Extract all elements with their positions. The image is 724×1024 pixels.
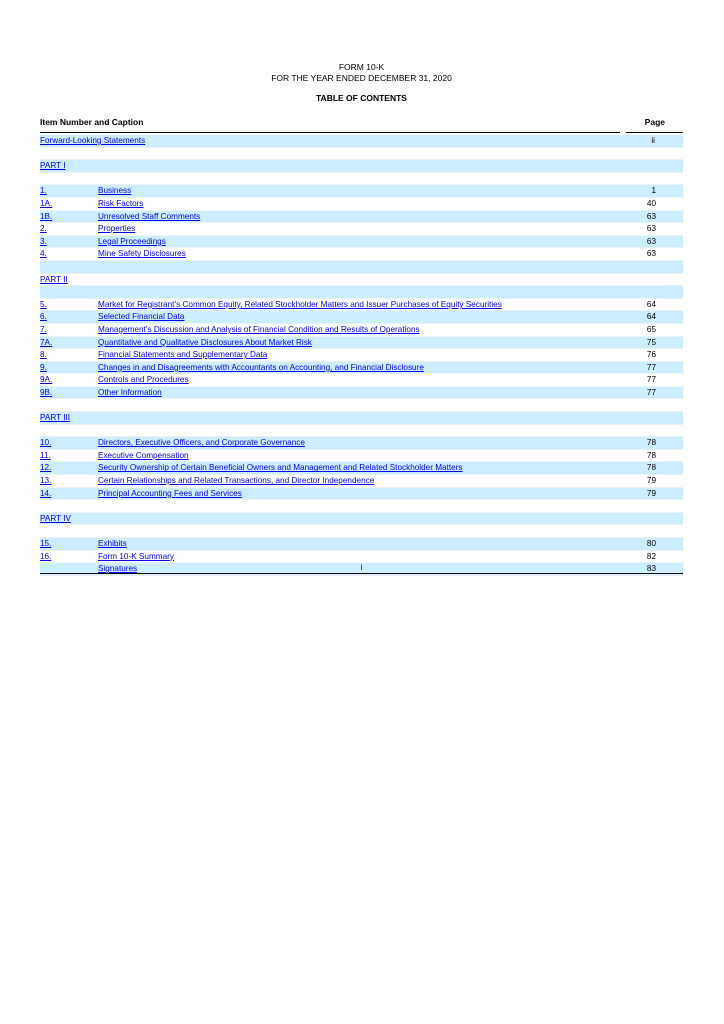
item-caption-link[interactable]: Changes in and Disagreements with Accountants on Accounting, and Financial Disclosure	[98, 362, 424, 372]
toc-page: 77	[646, 375, 656, 385]
item-number-link[interactable]: 1A.	[40, 198, 53, 208]
item-number-link[interactable]: 1.	[40, 186, 47, 196]
item-number-link[interactable]: 1B.	[40, 211, 53, 221]
toc-row	[40, 211, 683, 224]
page-column-header: Page	[644, 117, 665, 127]
spacer-row	[40, 525, 683, 538]
toc-table	[40, 135, 683, 576]
spacer-row	[40, 261, 683, 274]
toc-page: 63	[646, 236, 656, 246]
toc-page: 40	[646, 198, 656, 208]
item-number-link[interactable]: 8.	[40, 350, 47, 360]
spacer-row	[40, 286, 683, 299]
item-number-link[interactable]: 16.	[40, 551, 52, 561]
toc-page: 75	[646, 337, 656, 347]
toc-row	[40, 236, 683, 249]
toc-row	[40, 248, 683, 261]
toc-row	[40, 538, 683, 551]
column-header	[40, 117, 683, 131]
toc-row	[40, 362, 683, 375]
toc-row	[40, 299, 683, 312]
part-row	[40, 412, 683, 425]
spacer-row	[40, 425, 683, 438]
item-number-link[interactable]: 9B.	[40, 387, 53, 397]
toc-row	[40, 450, 683, 463]
item-caption-link[interactable]: Selected Financial Data	[98, 312, 185, 322]
spacer-row	[40, 500, 683, 513]
toc-page: 63	[646, 249, 656, 259]
item-caption-link[interactable]: Market for Registrant’s Common Equity, Related Stockholder Matters and Issuer Purchases of Equity Securities	[98, 299, 502, 309]
toc-page: 63	[646, 224, 656, 234]
toc-row-forward-looking	[40, 135, 683, 148]
item-caption-link[interactable]: Properties	[98, 224, 136, 234]
item-number-link[interactable]: 10.	[40, 438, 52, 448]
part-row	[40, 160, 683, 173]
header-rule-left	[40, 132, 620, 133]
part-row	[40, 513, 683, 526]
item-caption-link[interactable]: Unresolved Staff Comments	[98, 211, 201, 221]
item-caption-link[interactable]: Financial Statements and Supplementary Data	[98, 350, 268, 360]
toc-page: 65	[646, 324, 656, 334]
item-number-link[interactable]: 5.	[40, 299, 47, 309]
toc-row	[40, 311, 683, 324]
part-i-link[interactable]: PART I	[40, 161, 66, 171]
spacer-row	[40, 148, 683, 161]
item-caption-link[interactable]: Other Information	[98, 387, 162, 397]
forward-looking-link[interactable]: Forward-Looking Statements	[40, 136, 146, 145]
form-title: FORM 10-K	[338, 62, 385, 72]
toc-page: 79	[646, 488, 656, 498]
toc-row	[40, 324, 683, 337]
toc-row	[40, 223, 683, 236]
part-row	[40, 274, 683, 287]
spacer-row	[40, 399, 683, 412]
item-number-link[interactable]: 15.	[40, 539, 52, 548]
part-iv-link[interactable]: PART IV	[40, 513, 71, 523]
toc-row	[40, 475, 683, 488]
item-number-link[interactable]: 9.	[40, 362, 47, 372]
toc-row	[40, 185, 683, 198]
item-number-link[interactable]: 7.	[40, 324, 47, 334]
item-caption-link[interactable]: Form 10-K Summary	[98, 551, 174, 561]
item-caption-link[interactable]: Business	[98, 186, 132, 196]
item-column-header: Item Number and Caption	[40, 117, 144, 127]
toc-page: 76	[646, 350, 656, 360]
toc-page: 80	[646, 539, 656, 548]
item-caption-link[interactable]: Directors, Executive Officers, and Corporate Governance	[98, 438, 305, 448]
toc-title: TABLE OF CONTENTS	[316, 93, 407, 103]
part-ii-link[interactable]: PART II	[40, 274, 68, 284]
toc-page: 63	[646, 211, 656, 221]
toc-page: 77	[646, 362, 656, 372]
toc-row	[40, 437, 683, 450]
item-caption-link[interactable]: Security Ownership of Certain Beneficial Owners and Management and Related Stockholder Matters	[98, 463, 463, 473]
toc-page: 78	[646, 450, 656, 460]
toc-page: 83	[646, 564, 656, 574]
fiscal-year-line: FOR THE YEAR ENDED DECEMBER 31, 2020	[271, 73, 452, 83]
item-caption-link[interactable]: Management’s Discussion and Analysis of Financial Condition and Results of Operations	[98, 324, 420, 334]
toc-page: 64	[646, 299, 656, 309]
toc-page: 78	[646, 438, 656, 448]
item-caption-link[interactable]: Principal Accounting Fees and Services	[98, 488, 242, 498]
toc-row	[40, 337, 683, 350]
item-caption-link[interactable]: Risk Factors	[98, 198, 144, 208]
toc-row	[40, 488, 683, 501]
item-number-link[interactable]: 3.	[40, 236, 47, 246]
item-number-link[interactable]: 7A.	[40, 337, 53, 347]
document-page	[40, 0, 683, 574]
signatures-link[interactable]: Signatures	[98, 564, 138, 574]
item-caption-link[interactable]: Exhibits	[98, 539, 127, 548]
item-number-link[interactable]: 2.	[40, 224, 47, 234]
item-number-link[interactable]: 9A.	[40, 375, 53, 385]
part-iii-link[interactable]: PART III	[40, 413, 71, 423]
toc-row	[40, 374, 683, 387]
item-number-link[interactable]: 6.	[40, 312, 47, 322]
item-caption-link[interactable]: Executive Compensation	[98, 450, 189, 460]
item-caption-link[interactable]: Legal Proceedings	[98, 236, 166, 246]
toc-row	[40, 462, 683, 475]
toc-row	[40, 349, 683, 362]
item-number-link[interactable]: 12.	[40, 463, 52, 473]
header-rule-right	[626, 132, 683, 133]
footer-rule	[40, 573, 683, 574]
toc-page: 82	[646, 551, 656, 561]
toc-page: 79	[646, 476, 656, 486]
item-caption-link[interactable]: Certain Relationships and Related Transactions, and Director Independence	[98, 476, 375, 486]
item-number-link[interactable]: 11.	[40, 450, 51, 460]
item-caption-link[interactable]: Quantitative and Qualitative Disclosures About Market Risk	[98, 337, 312, 347]
toc-page: 77	[646, 387, 656, 397]
item-number-link[interactable]: 4.	[40, 249, 47, 259]
item-caption-link[interactable]: Controls and Procedures	[98, 375, 189, 385]
toc-page: 1	[651, 186, 656, 196]
page-number: i	[360, 562, 363, 572]
spacer-row	[40, 173, 683, 186]
toc-page: ii	[651, 136, 655, 145]
toc-row	[40, 387, 683, 400]
toc-page: 78	[646, 463, 656, 473]
toc-row	[40, 198, 683, 211]
item-caption-link[interactable]: Mine Safety Disclosures	[98, 249, 186, 259]
item-number-link[interactable]: 14.	[40, 488, 52, 498]
item-number-link[interactable]: 13.	[40, 476, 52, 486]
toc-page: 64	[646, 312, 656, 322]
